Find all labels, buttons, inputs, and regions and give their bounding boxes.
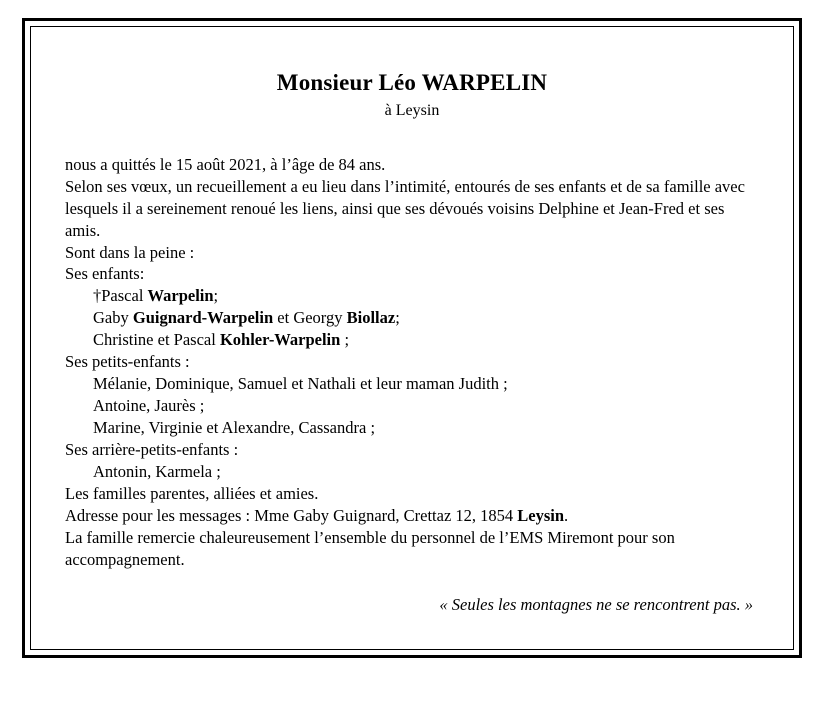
great-grandchild-entry-1: Antonin, Karmela ; [93, 461, 221, 481]
great-grandchildren-heading: Ses arrière-petits-enfants : [65, 439, 239, 459]
notice-inner-border [30, 26, 794, 650]
notice-body [65, 154, 759, 571]
deceased-location-subtitle: à Leysin [384, 101, 440, 119]
grandchild-entry-3: Marine, Virginie et Alexandre, Cassandra ; [93, 418, 376, 438]
child-1-prefix: †Pascal [93, 286, 148, 306]
grandchild-entry-2: Antoine, Jaurès ; [93, 396, 205, 416]
address-suffix: . [564, 505, 569, 525]
ceremony-paragraph: Selon ses vœux, un recueillement a eu lieu dans l’intimité, entourés de ses enfants et de sa famille avec lesquels il a sereinement renoué les liens, ainsi que ses dévoués voisins Delphine et Jean-Fred et ses amis. [65, 176, 745, 240]
grandchild-entry-1: Mélanie, Dominique, Samuel et Nathali et leur maman Judith ; [93, 374, 508, 394]
child-entry-2 [65, 307, 759, 329]
child-1-suffix: ; [213, 286, 219, 306]
deceased-name-title: Monsieur Léo WARPELIN [276, 70, 548, 95]
child-1-surname: Warpelin [147, 286, 214, 306]
closing-quote: « Seules les montagnes ne se rencontrent pas. » [439, 595, 753, 614]
message-address-line [65, 505, 759, 527]
child-3-suffix: ; [340, 330, 350, 350]
child-2-partner-surname: Biollaz [346, 308, 396, 328]
child-2-surname: Guignard-Warpelin [132, 308, 274, 328]
child-2-middle: et Georgy [273, 308, 347, 328]
child-3-prefix: Christine et Pascal [93, 330, 220, 350]
notice-outer-border [22, 18, 802, 658]
child-2-prefix: Gaby [93, 308, 133, 328]
families-line: Les familles parentes, alliées et amies. [65, 483, 319, 503]
thanks-paragraph: La famille remercie chaleureusement l’ensemble du personnel de l’EMS Miremont pour son accompagnement. [65, 527, 675, 569]
child-2-suffix: ; [395, 308, 400, 328]
children-heading: Ses enfants: [65, 264, 145, 284]
death-announcement-line: nous a quittés le 15 août 2021, à l’âge de 84 ans. [65, 154, 386, 174]
address-city: Leysin [517, 505, 565, 525]
address-prefix: Adresse pour les messages : Mme Gaby Guignard, Crettaz 12, 1854 [65, 505, 518, 525]
child-3-surname: Kohler-Warpelin [219, 330, 341, 350]
child-entry-1 [65, 285, 759, 307]
child-entry-3 [65, 329, 759, 351]
grandchildren-heading: Ses petits-enfants : [65, 352, 190, 372]
mourners-intro-line: Sont dans la peine : [65, 242, 195, 262]
